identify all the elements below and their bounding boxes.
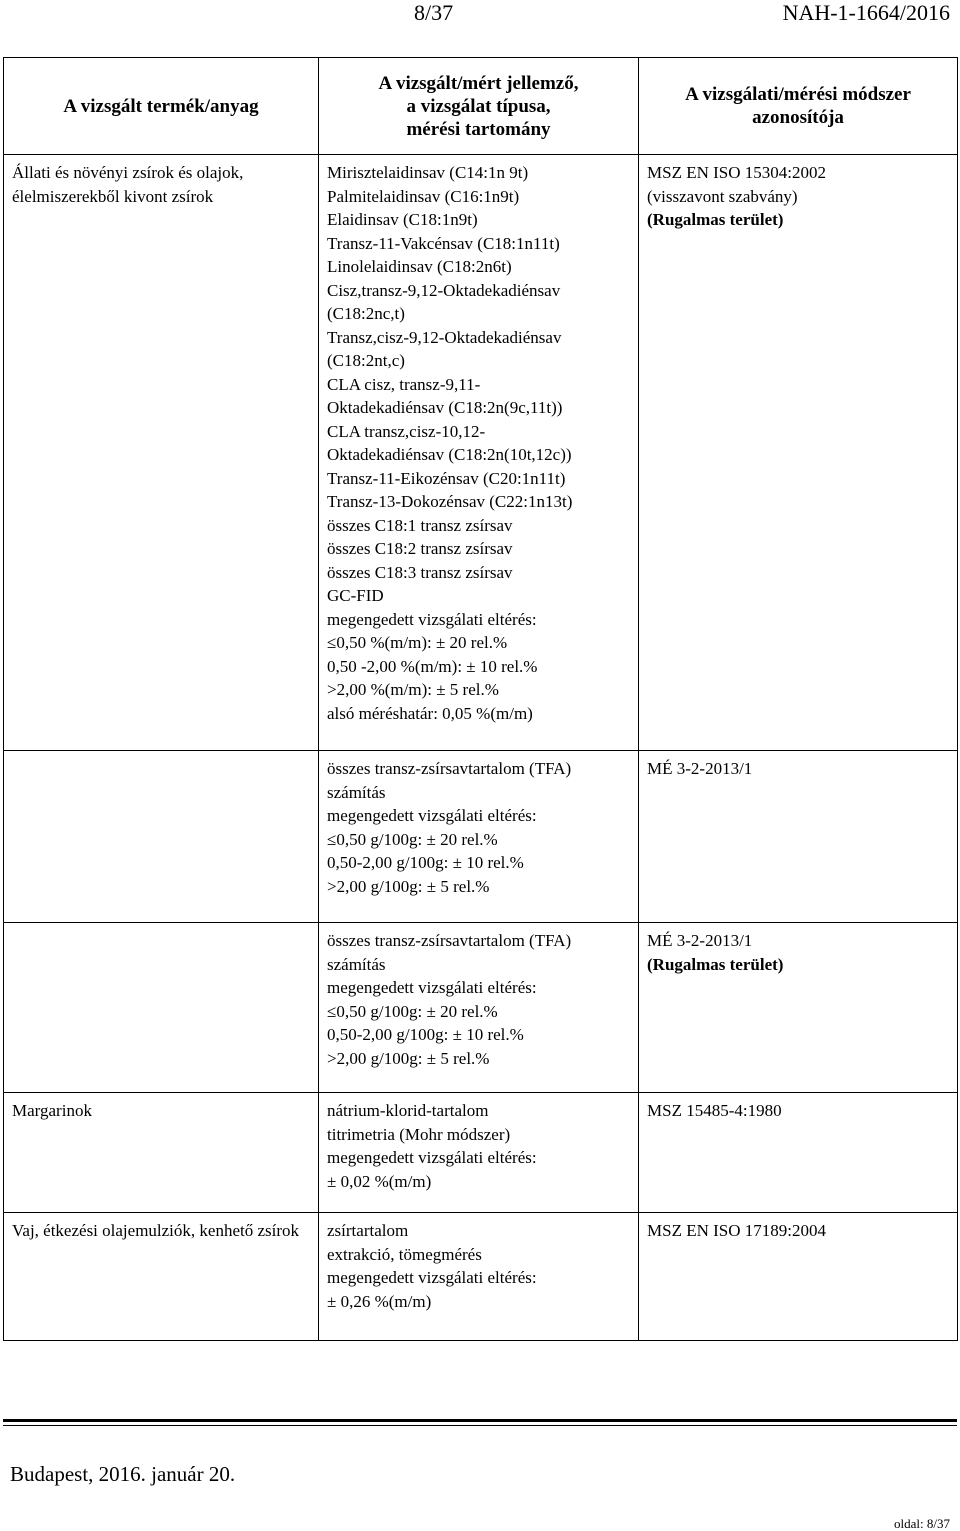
measured-line: összes transz-zsírsavtartalom (TFA) bbox=[327, 931, 572, 950]
measured-line: Linolelaidinsav (C18:2n6t) bbox=[327, 257, 512, 276]
measured-cell bbox=[319, 751, 639, 923]
header-line: azonosítója bbox=[752, 107, 844, 128]
measured-line: Oktadekadiénsav (C18:2n(9c,11t)) bbox=[327, 398, 563, 417]
method-id: MÉ 3-2-2013/1 bbox=[647, 931, 753, 950]
measured-line: Elaidinsav (C18:1n9t) bbox=[327, 210, 478, 229]
measured-line: Transz-11-Vakcénsav (C18:1n11t) bbox=[327, 233, 560, 253]
product-cell bbox=[4, 1213, 319, 1341]
measured-line: megengedett vizsgálati eltérés: bbox=[327, 1148, 537, 1167]
product-cell bbox=[4, 751, 319, 923]
measured-line: GC-FID bbox=[327, 586, 384, 605]
product-name bbox=[4, 751, 318, 757]
column-header-method bbox=[639, 58, 958, 155]
method-cell bbox=[639, 751, 958, 923]
product-name: Vaj, étkezési olajemulziók, kenhető zsírok bbox=[12, 1221, 300, 1240]
measured-line: nátrium-klorid-tartalom bbox=[327, 1101, 489, 1120]
measured-line: ± 0,26 %(m/m) bbox=[327, 1291, 432, 1311]
measured-line: CLA cisz, transz-9,11- bbox=[327, 374, 481, 394]
measured-line: megengedett vizsgálati eltérés: bbox=[327, 806, 537, 825]
method-cell bbox=[639, 1093, 958, 1213]
measured-line: összes C18:3 transz zsírsav bbox=[327, 562, 513, 582]
table-row bbox=[4, 1213, 958, 1341]
measured-line: összes transz-zsírsavtartalom (TFA) bbox=[327, 759, 572, 778]
header-line: a vizsgálat típusa, bbox=[406, 95, 551, 117]
table-header-row bbox=[4, 58, 958, 155]
accreditation-table bbox=[3, 57, 958, 1341]
measured-line: extrakció, tömegmérés bbox=[327, 1244, 482, 1264]
measured-line: Mirisztelaidinsav (C14:1n 9t) bbox=[327, 163, 529, 182]
measured-line: titrimetria (Mohr módszer) bbox=[327, 1124, 511, 1144]
measured-cell bbox=[319, 923, 639, 1093]
measured-line: ≤0,50 g/100g: ± 20 rel.% bbox=[327, 829, 498, 849]
measured-line: alsó méréshatár: 0,05 %(m/m) bbox=[327, 703, 533, 723]
product-name: Margarinok bbox=[12, 1101, 92, 1120]
measured-line: megengedett vizsgálati eltérés: bbox=[327, 1268, 537, 1287]
footer-divider-thin bbox=[3, 1425, 957, 1426]
measured-line: Transz-11-Eikozénsav (C20:1n11t) bbox=[327, 468, 566, 488]
header-line: mérési tartomány bbox=[406, 118, 551, 140]
product-cell bbox=[4, 1093, 319, 1213]
product-name: Állati és növényi zsírok és olajok, élelmiszerekből kivont zsírok bbox=[12, 163, 244, 206]
product-name bbox=[4, 923, 318, 929]
measured-line: ≤0,50 g/100g: ± 20 rel.% bbox=[327, 1001, 498, 1021]
measured-line: számítás bbox=[327, 954, 386, 974]
measured-line: 0,50-2,00 g/100g: ± 10 rel.% bbox=[327, 1025, 524, 1044]
method-id: (visszavont szabvány) bbox=[647, 186, 798, 206]
measured-line: Cisz,transz-9,12-Oktadekadiénsav bbox=[327, 280, 561, 300]
table-row bbox=[4, 155, 958, 751]
product-cell bbox=[4, 155, 319, 751]
measured-line: zsírtartalom bbox=[327, 1221, 409, 1240]
method-cell bbox=[639, 155, 958, 751]
measured-line: (C18:2nc,t) bbox=[327, 304, 405, 323]
measured-line: Palmitelaidinsav (C16:1n9t) bbox=[327, 186, 520, 206]
measured-line: összes C18:2 transz zsírsav bbox=[327, 539, 513, 558]
flexible-scope-note: (Rugalmas terület) bbox=[647, 210, 784, 229]
header-line: A vizsgált/mért jellemző, bbox=[378, 72, 579, 94]
measured-cell bbox=[319, 155, 639, 751]
measured-line: >2,00 g/100g: ± 5 rel.% bbox=[327, 876, 490, 896]
measured-line: Transz-13-Dokozénsav (C22:1n13t) bbox=[327, 492, 573, 511]
flexible-scope-note: (Rugalmas terület) bbox=[647, 954, 784, 974]
method-id: MÉ 3-2-2013/1 bbox=[647, 759, 753, 778]
header-line: A vizsgálati/mérési módszer bbox=[685, 84, 911, 105]
table-row bbox=[4, 751, 958, 923]
measured-line: Oktadekadiénsav (C18:2n(10t,12c)) bbox=[327, 445, 572, 464]
method-cell bbox=[639, 1213, 958, 1341]
method-id: MSZ 15485-4:1980 bbox=[647, 1101, 782, 1120]
measured-line: megengedett vizsgálati eltérés: bbox=[327, 609, 537, 629]
footer-divider bbox=[3, 1419, 957, 1422]
measured-line: ± 0,02 %(m/m) bbox=[327, 1171, 432, 1191]
measured-line: összes C18:1 transz zsírsav bbox=[327, 515, 513, 535]
method-id: MSZ EN ISO 17189:2004 bbox=[647, 1221, 826, 1240]
measured-cell bbox=[319, 1213, 639, 1341]
measured-line: CLA transz,cisz-10,12- bbox=[327, 421, 486, 441]
document-id: NAH-1-1664/2016 bbox=[782, 0, 950, 25]
measured-cell bbox=[319, 1093, 639, 1213]
footer-city-date: Budapest, 2016. január 20. bbox=[10, 1462, 236, 1486]
measured-line: >2,00 g/100g: ± 5 rel.% bbox=[327, 1048, 490, 1068]
table-row bbox=[4, 923, 958, 1093]
measured-line: 0,50 -2,00 %(m/m): ± 10 rel.% bbox=[327, 656, 538, 676]
footer-page-label: oldal: 8/37 bbox=[894, 1516, 950, 1531]
measured-line: 0,50-2,00 g/100g: ± 10 rel.% bbox=[327, 853, 524, 872]
measured-line: Transz,cisz-9,12-Oktadekadiénsav bbox=[327, 327, 562, 347]
measured-line: ≤0,50 %(m/m): ± 20 rel.% bbox=[327, 633, 508, 652]
table-row bbox=[4, 1093, 958, 1213]
measured-line: >2,00 %(m/m): ± 5 rel.% bbox=[327, 680, 499, 699]
method-cell bbox=[639, 923, 958, 1093]
measured-line: számítás bbox=[327, 782, 386, 802]
page-number: 8/37 bbox=[414, 0, 454, 25]
column-header-product: A vizsgált termék/anyag bbox=[4, 58, 319, 155]
column-header-measured bbox=[319, 58, 639, 155]
method-id: MSZ EN ISO 15304:2002 bbox=[647, 163, 826, 182]
measured-line: (C18:2nt,c) bbox=[327, 351, 405, 370]
measured-line: megengedett vizsgálati eltérés: bbox=[327, 978, 537, 997]
product-cell bbox=[4, 923, 319, 1093]
